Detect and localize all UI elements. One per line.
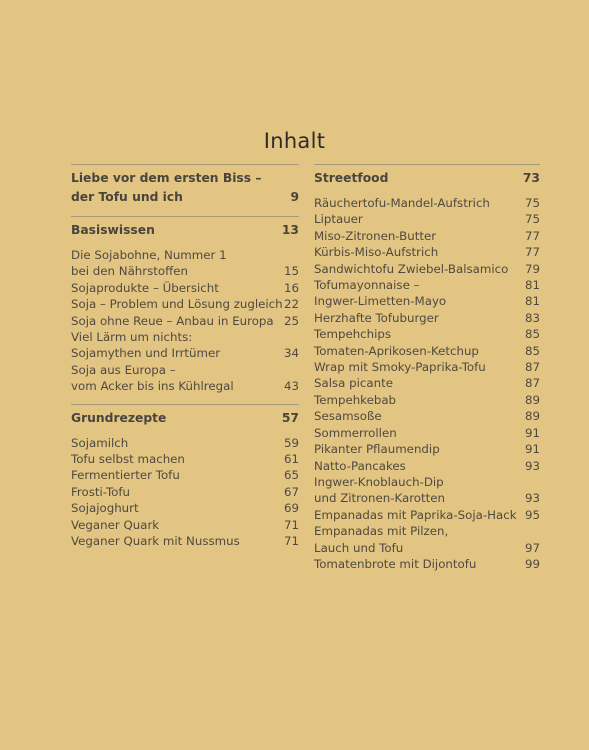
toc-entry-page: 15 [283,264,299,279]
toc-entry-page: 59 [283,435,299,450]
section-spacer [71,550,299,559]
toc-entry-line [314,474,540,490]
toc-entry-page: 75 [524,212,540,227]
toc-entry[interactable] [314,343,540,359]
toc-entry-text: Lauch und Tofu [314,540,404,555]
toc-entry[interactable] [314,425,540,441]
toc-entry-line [314,326,540,342]
toc-entry[interactable] [71,362,299,395]
toc-entry-line [314,261,540,277]
toc-entry-line [71,451,299,467]
toc-entry-text: Viel Lärm um nichts: [71,330,193,345]
toc-entry-line [71,345,299,361]
toc-entry-text: Veganer Quark [71,517,160,532]
toc-entry-line [314,359,540,375]
toc-entry-text: Sojaprodukte – Übersicht [71,280,219,295]
toc-entry[interactable] [71,451,299,467]
section-heading[interactable] [71,165,299,207]
toc-entry-line [71,263,299,279]
section-heading-text: der Tofu und ich [71,190,183,204]
toc-entry[interactable] [71,500,299,516]
toc-entry[interactable] [314,474,540,507]
toc-entry[interactable] [314,195,540,211]
toc-entry[interactable] [314,556,540,572]
toc-entry-text: Wrap mit Smoky-Paprika-Tofu [314,360,486,375]
toc-entry-page: 34 [283,346,299,361]
toc-entry-page: 81 [524,278,540,293]
toc-entry-page: 97 [524,540,540,555]
toc-entry-page: 77 [524,245,540,260]
toc-entry-page: 71 [283,534,299,549]
toc-entry-line [71,500,299,516]
toc-entry-text: Empanadas mit Pilzen, [314,524,449,539]
toc-entry[interactable] [314,408,540,424]
toc-entry-text: Herzhafte Tofuburger [314,310,439,325]
toc-entry-line [314,425,540,441]
toc-entry-line [314,458,540,474]
toc-entry[interactable] [314,441,540,457]
toc-entry-line [314,507,540,523]
toc-entry-text: Frosti-Tofu [71,484,131,499]
toc-entry-page: 93 [524,491,540,506]
section-heading-text: Basiswissen [71,223,155,237]
toc-entry-line [71,329,299,345]
toc-entry-line [71,517,299,533]
toc-entry-text: Sojamilch [71,435,129,450]
toc-entry[interactable] [314,244,540,260]
page-title: Inhalt [263,129,326,153]
section-heading-line [71,169,299,188]
toc-entry-page: 85 [524,327,540,342]
toc-entry-text: Salsa picante [314,376,393,391]
toc-entry-page: 83 [524,310,540,325]
section-heading-line [314,169,540,188]
toc-entry[interactable] [71,247,299,280]
toc-entry-text: und Zitronen-Karotten [314,491,446,506]
toc-entry-page: 91 [524,425,540,440]
toc-entry-text: Sandwichtofu Zwiebel-Balsamico [314,261,509,276]
toc-entry-line [314,523,540,539]
toc-entry[interactable] [71,296,299,312]
toc-entry[interactable] [71,280,299,296]
toc-entry-text: Soja ohne Reue – Anbau in Europa [71,313,274,328]
toc-entry-page: 87 [524,376,540,391]
toc-entry-page: 89 [524,392,540,407]
toc-entry-page: 85 [524,343,540,358]
section-heading[interactable] [314,165,540,188]
toc-entry[interactable] [314,392,540,408]
section-page-number: 13 [281,223,299,237]
toc-entry-line [71,484,299,500]
toc-entry-page: 95 [524,507,540,522]
toc-entry[interactable] [314,458,540,474]
section-entries [71,428,299,559]
toc-entry[interactable] [71,517,299,533]
toc-entry-line [314,375,540,391]
section-page-number: 57 [281,410,299,425]
toc-entry-text: Soja – Problem und Lösung zugleich [71,297,283,312]
toc-entry-text: Soja aus Europa – [71,362,176,377]
toc-entry-text: Tofu selbst machen [71,452,185,467]
toc-entry-page: 81 [524,294,540,309]
toc-entry-text: Miso-Zitronen-Butter [314,228,437,243]
toc-section [314,164,540,581]
toc-entry-text: Pikanter Pflaumendip [314,442,440,457]
toc-entry-text: Sojamythen und Irrtümer [71,346,221,361]
toc-entry-text: Veganer Quark mit Nussmus [71,534,240,549]
toc-entry[interactable] [71,467,299,483]
toc-entry-page: 77 [524,228,540,243]
section-heading-line [71,409,299,428]
section-page-number: 73 [522,171,540,185]
toc-entry-line [314,540,540,556]
section-heading-line [71,188,299,207]
section-entries [314,188,540,581]
section-spacer [71,395,299,404]
toc-entry-line [71,362,299,378]
toc-entry-text: Ingwer-Knoblauch-Dip [314,474,444,489]
toc-entry-line [71,280,299,296]
toc-entry-page: 99 [524,556,540,571]
toc-entry[interactable] [314,211,540,227]
toc-entry-page: 61 [283,452,299,467]
toc-entry[interactable] [71,313,299,329]
toc-entry-text: Tempehchips [314,327,392,342]
toc-entry-text: Liptauer [314,212,363,227]
toc-entry-text: Sesamsoße [314,409,382,424]
toc-entry-line [314,211,540,227]
toc-entry-page: 93 [524,458,540,473]
toc-entry-text: Räuchertofu-Mandel-Aufstrich [314,196,490,210]
toc-entry-page: 89 [524,409,540,424]
toc-entry[interactable] [71,484,299,500]
toc-entry[interactable] [314,310,540,326]
section-entries [71,207,299,216]
toc-left-column [71,164,299,559]
toc-entry[interactable] [71,533,299,549]
toc-entry-line [314,293,540,309]
toc-entry-text: vom Acker bis ins Kühlregal [71,379,234,394]
toc-entry[interactable] [314,375,540,391]
toc-entry[interactable] [71,435,299,451]
toc-entry-text: Sojajoghurt [71,501,139,516]
section-heading[interactable] [71,217,299,240]
toc-entry[interactable] [314,507,540,523]
toc-entry-line [314,392,540,408]
section-heading-text: Liebe vor dem ersten Biss – [71,171,262,185]
toc-entry-line [314,244,540,260]
toc-entry-line [314,408,540,424]
toc-entry-line [314,490,540,506]
toc-entry-line [71,435,299,451]
toc-entry-text: Tomatenbrote mit Dijontofu [314,556,477,571]
section-page-number: 9 [290,190,299,204]
toc-entry-page: 65 [283,468,299,483]
section-spacer [314,572,540,581]
toc-entry-text: Tomaten-Aprikosen-Ketchup [314,343,479,358]
toc-entry[interactable] [314,277,540,310]
toc-entry-line [314,441,540,457]
toc-entry-line [314,343,540,359]
toc-entry-line [71,296,299,312]
toc-entry-text: Die Sojabohne, Nummer 1 [71,248,227,262]
section-entries [71,240,299,404]
toc-entry-line [314,277,540,293]
toc-entry-page: 25 [283,313,299,328]
section-heading-text: Grundrezepte [71,410,167,425]
toc-section [71,164,299,216]
toc-entry-line [314,228,540,244]
toc-entry-text: Tempehkebab [314,392,397,407]
toc-entry-page: 69 [283,501,299,516]
toc-entry-text: Tofumayonnaise – [314,278,420,293]
toc-entry-line [71,533,299,549]
toc-entry-page: 75 [524,196,540,210]
toc-entry-line [314,556,540,572]
toc-entry[interactable] [71,329,299,362]
toc-entry-text: Empanadas mit Paprika-Soja-Hack [314,507,517,522]
toc-entry-text: Sommerrollen [314,425,397,440]
toc-entry-page: 43 [283,379,299,394]
toc-entry-line [71,247,299,263]
toc-entry-page: 67 [283,484,299,499]
toc-right-column [314,164,540,581]
toc-section [71,216,299,404]
toc-entry-line [71,313,299,329]
section-heading-text: Streetfood [314,171,389,185]
toc-entry-text: Fermentierter Tofu [71,468,180,483]
toc-entry-page: 87 [524,360,540,375]
toc-entry-page: 22 [283,297,299,312]
toc-entry-page: 91 [524,442,540,457]
toc-entry-text: Ingwer-Limetten-Mayo [314,294,447,309]
toc-entry[interactable] [314,359,540,375]
toc-entry[interactable] [314,261,540,277]
section-heading-line [71,221,299,240]
toc-entry[interactable] [314,326,540,342]
toc-entry-page: 16 [283,280,299,295]
toc-entry-page: 71 [283,517,299,532]
toc-entry-text: Kürbis-Miso-Aufstrich [314,245,439,260]
toc-entry-text: Natto-Pancakes [314,458,406,473]
toc-entry[interactable] [314,523,540,556]
toc-entry[interactable] [314,228,540,244]
toc-entry-line [314,195,540,211]
toc-section [71,404,299,559]
toc-entry-line [71,378,299,394]
section-heading[interactable] [71,405,299,428]
toc-entry-page: 79 [524,261,540,276]
toc-entry-text: bei den Nährstoffen [71,264,188,279]
toc-entry-line [71,467,299,483]
toc-entry-line [314,310,540,326]
